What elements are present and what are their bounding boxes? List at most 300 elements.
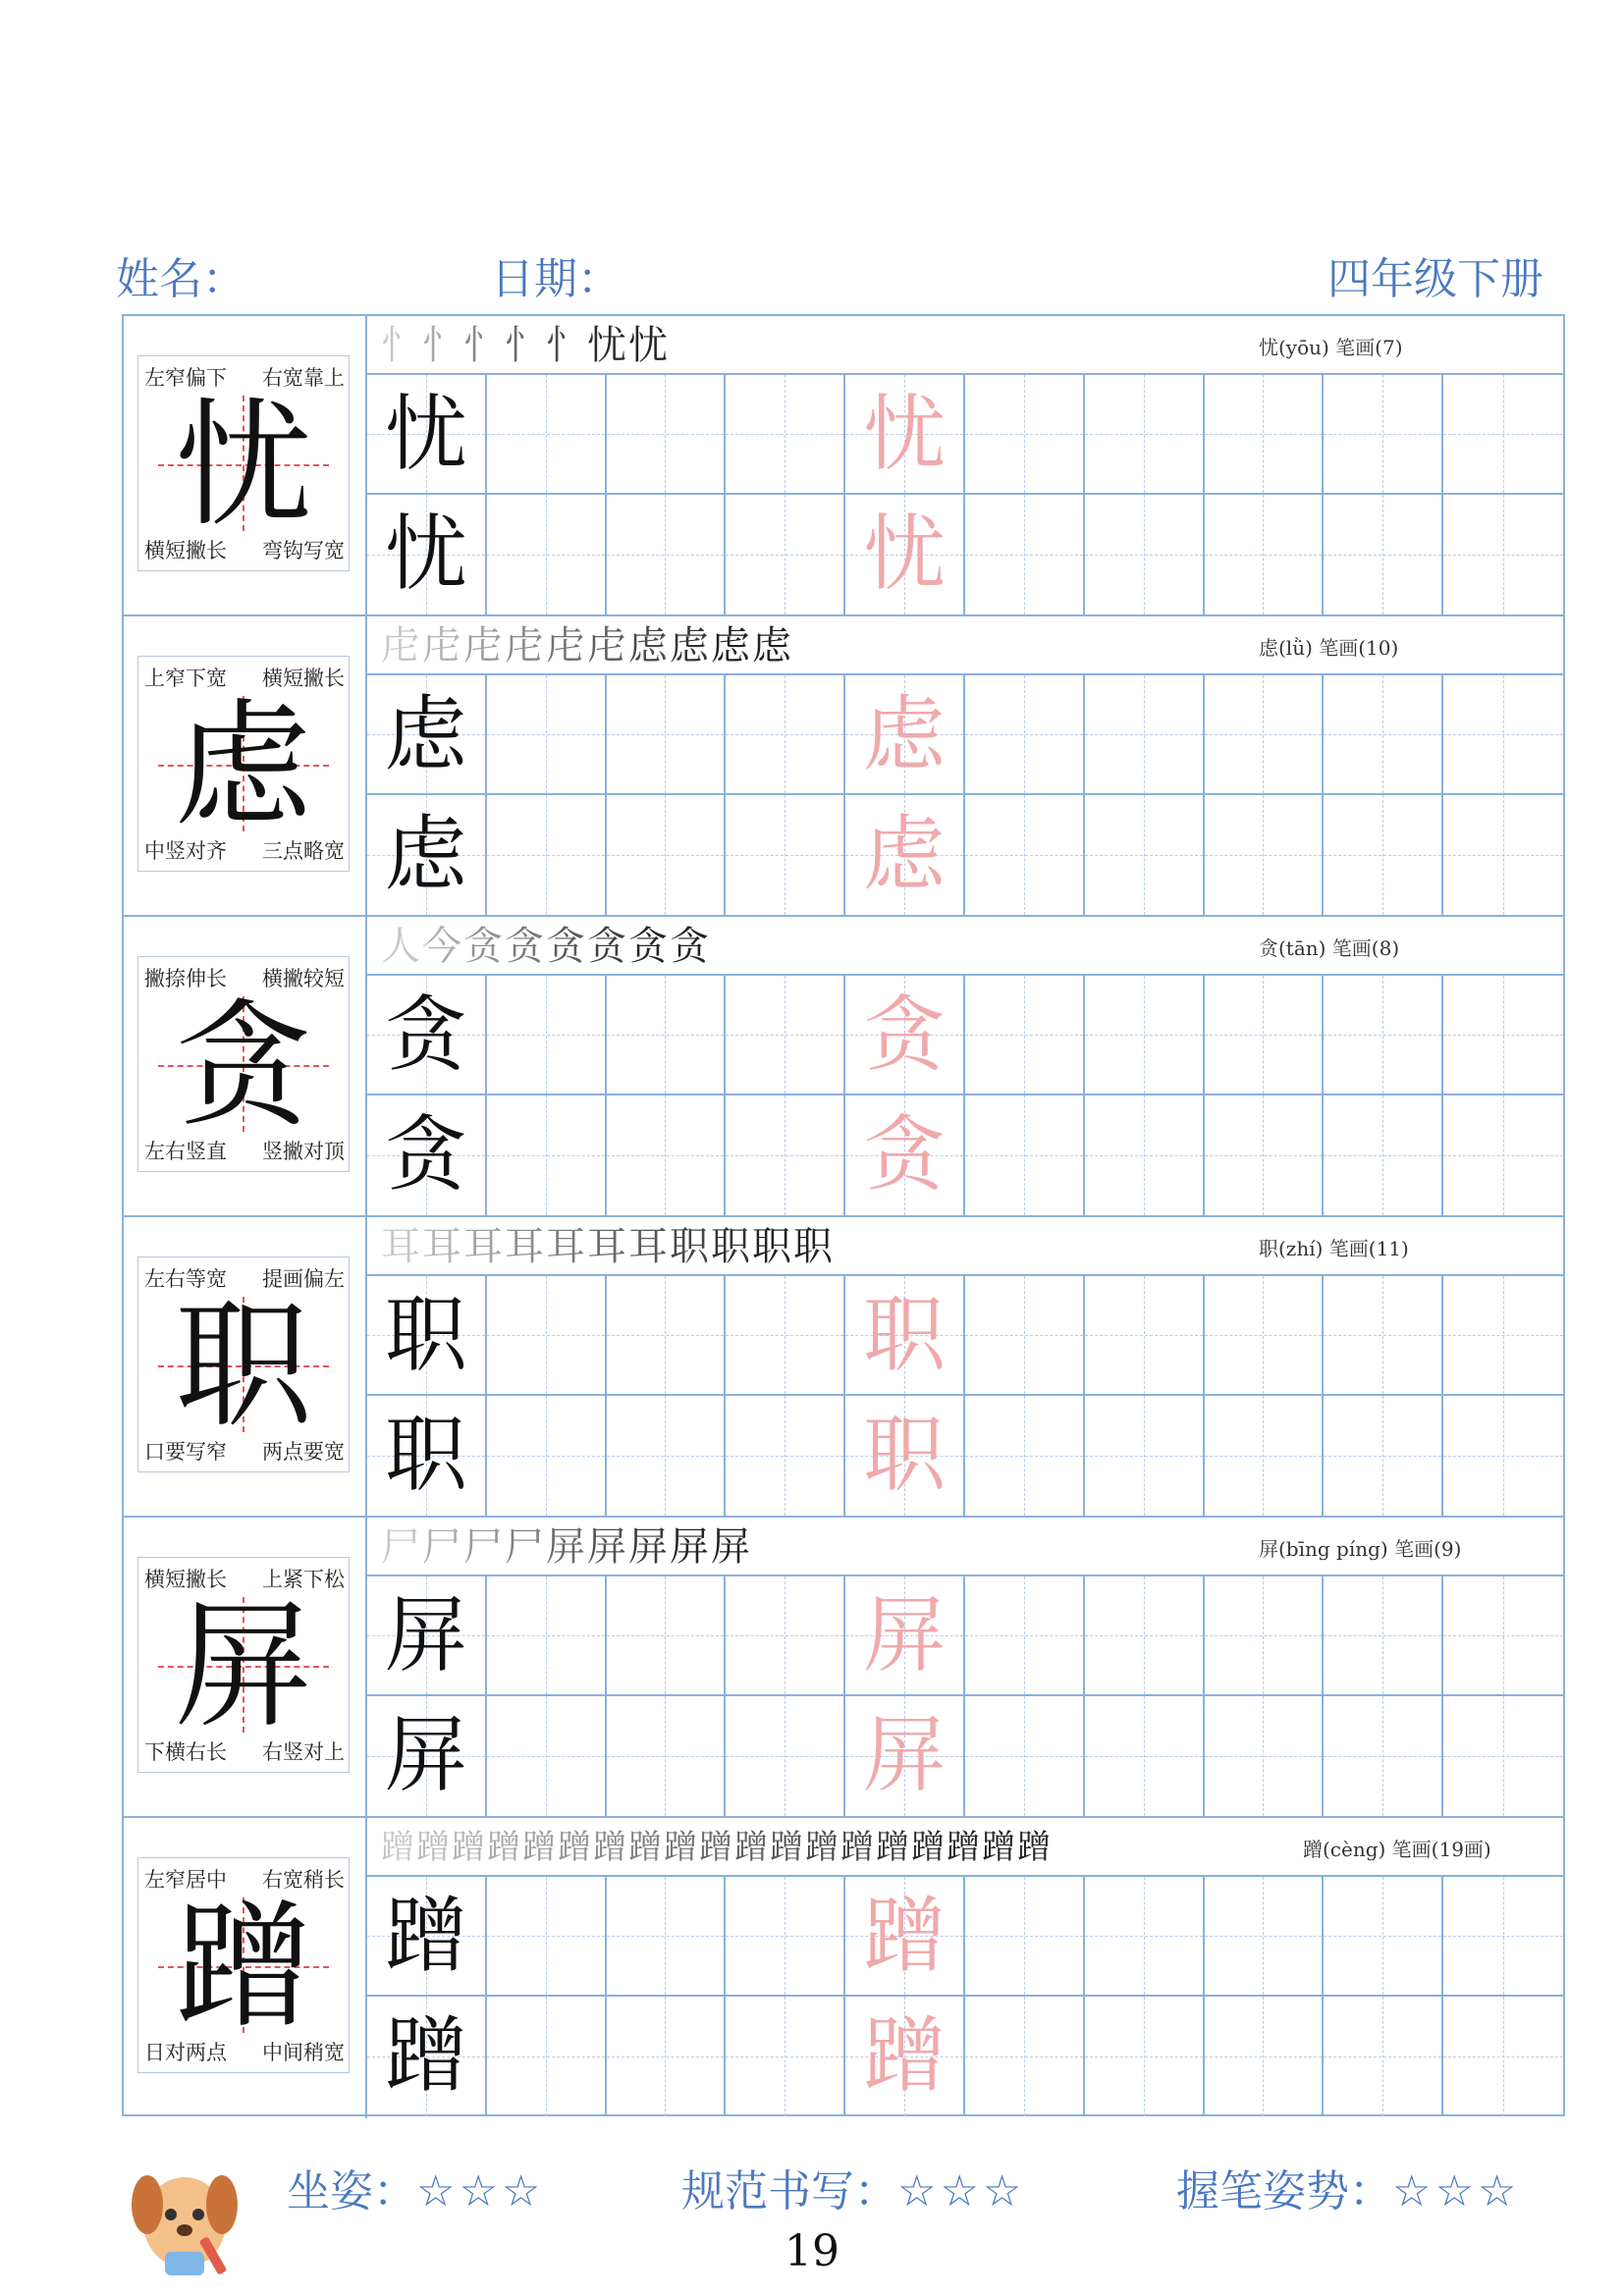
practice-cell[interactable] — [1324, 795, 1443, 915]
stroke-step: 贪 — [546, 924, 587, 969]
writing-tip: 日对两点 — [144, 2041, 227, 2064]
stroke-step: 虍 — [587, 623, 628, 668]
sample-character: 职 — [384, 1287, 467, 1383]
stroke-step: 忧 — [587, 323, 628, 368]
stroke-step: 蹭 — [452, 1828, 487, 1867]
stroke-step: 尸 — [463, 1524, 505, 1570]
stroke-step: 虑 — [752, 623, 793, 668]
practice-cell[interactable] — [607, 1276, 727, 1396]
practice-cell[interactable] — [487, 1095, 607, 1215]
sample-character: 贪 — [384, 987, 467, 1083]
trace-cell — [845, 795, 965, 915]
practice-cell[interactable] — [487, 1997, 607, 2116]
practice-cell[interactable] — [1085, 495, 1205, 614]
model-cell — [367, 976, 487, 1095]
writing-stars[interactable]: ☆☆☆ — [897, 2166, 1026, 2216]
practice-cell[interactable] — [1324, 1576, 1443, 1696]
model-cell — [367, 1576, 487, 1696]
practice-cell[interactable] — [965, 1396, 1085, 1516]
trace-character: 蹭 — [863, 2007, 947, 2104]
writing-tip: 横短撇长 — [262, 667, 345, 690]
trace-cell — [845, 1696, 965, 1816]
practice-cell[interactable] — [1085, 1877, 1205, 1997]
sample-character: 蹭 — [384, 2007, 467, 2104]
stroke-step: 蹭 — [487, 1828, 522, 1867]
practice-cell[interactable] — [1324, 495, 1443, 614]
practice-cell[interactable] — [487, 375, 607, 495]
character-info: 虑(lǜ) 笔画(10) — [1259, 636, 1399, 660]
stroke-step: 蹭 — [558, 1828, 593, 1867]
stroke-order-strip — [367, 1818, 1563, 1877]
writing-tip: 上紧下松 — [262, 1568, 345, 1591]
model-cell — [367, 795, 487, 915]
writing-tip: 右宽靠上 — [262, 366, 345, 390]
stroke-step: 耳 — [546, 1224, 587, 1269]
stroke-step: 耳 — [587, 1224, 628, 1269]
practice-cell[interactable] — [1205, 1095, 1325, 1215]
sample-character: 虑 — [384, 806, 467, 902]
writing-tip: 提画偏左 — [262, 1267, 345, 1291]
stroke-step: 忄 — [546, 323, 587, 368]
stroke-step: 尸 — [422, 1524, 463, 1570]
practice-cell[interactable] — [1443, 795, 1563, 915]
writing-label: 规范书写： — [681, 2166, 897, 2216]
stroke-order-strip — [367, 1217, 1563, 1276]
model-panel — [124, 917, 367, 1215]
practice-cell[interactable] — [965, 1276, 1085, 1396]
model-panel — [124, 1217, 367, 1516]
stroke-order-strip — [367, 917, 1563, 976]
stroke-step: 贪 — [628, 924, 670, 969]
stroke-step: 屏 — [587, 1524, 628, 1570]
model-character: 职 — [174, 1287, 312, 1447]
practice-cell[interactable] — [607, 1396, 727, 1516]
practice-cell[interactable] — [1324, 675, 1443, 795]
stroke-order-strip — [367, 1518, 1563, 1576]
model-card — [137, 1857, 350, 2073]
date-label: 日期： — [491, 254, 621, 304]
trace-character: 屏 — [863, 1707, 947, 1803]
trace-cell — [845, 1095, 965, 1215]
stroke-step: 蹭 — [947, 1828, 982, 1867]
practice-cell[interactable] — [1205, 1276, 1325, 1396]
stroke-step: 蹭 — [664, 1828, 699, 1867]
stroke-step: 屏 — [670, 1524, 711, 1570]
practice-cell[interactable] — [1085, 1396, 1205, 1516]
sample-character: 屏 — [384, 1587, 467, 1683]
character-info: 贪(tān) 笔画(8) — [1259, 936, 1400, 960]
model-panel — [124, 316, 367, 614]
trace-character: 贪 — [863, 987, 947, 1083]
character-row — [124, 917, 1563, 1217]
stroke-step: 耳 — [628, 1224, 670, 1269]
posture-stars[interactable]: ☆☆☆ — [416, 2166, 545, 2216]
stroke-step: 耳 — [505, 1224, 546, 1269]
practice-cell[interactable] — [726, 495, 845, 614]
character-row — [124, 1518, 1563, 1818]
model-panel — [124, 1518, 367, 1816]
tianzige-grid — [367, 1576, 1563, 1816]
practice-cell[interactable] — [965, 1696, 1085, 1816]
character-row — [124, 1217, 1563, 1518]
model-cell — [367, 1396, 487, 1516]
practice-cell[interactable] — [487, 976, 607, 1095]
practice-cell[interactable] — [1443, 1877, 1563, 1997]
stroke-step: 贪 — [670, 924, 711, 969]
writing-tip: 横短撇长 — [144, 539, 227, 562]
writing-tip: 弯钩写宽 — [262, 539, 345, 562]
practice-cell[interactable] — [1205, 375, 1325, 495]
practice-cell[interactable] — [726, 375, 845, 495]
stroke-step: 忄 — [422, 323, 463, 368]
stroke-sequence — [381, 921, 711, 972]
practice-cell[interactable] — [1085, 1276, 1205, 1396]
writing-rating — [681, 2156, 1025, 2218]
trace-character: 屏 — [863, 1587, 947, 1683]
practice-cell[interactable] — [965, 495, 1085, 614]
trace-cell — [845, 1877, 965, 1997]
stroke-order-strip — [367, 316, 1563, 375]
practice-cell[interactable] — [726, 1276, 845, 1396]
tianzige-grid — [367, 1276, 1563, 1516]
model-panel — [124, 616, 367, 915]
writing-tip: 撇捺伸长 — [144, 967, 227, 990]
stroke-sequence — [381, 1221, 835, 1272]
model-card — [137, 956, 350, 1172]
stroke-step: 蹭 — [1017, 1828, 1053, 1867]
model-card — [137, 1557, 350, 1773]
stroke-step: 贪 — [463, 924, 505, 969]
grip-stars[interactable]: ☆☆☆ — [1392, 2166, 1521, 2216]
trace-cell — [845, 1576, 965, 1696]
practice-cell[interactable] — [1324, 1095, 1443, 1215]
stroke-step: 忧 — [628, 323, 670, 368]
practice-cell[interactable] — [1085, 795, 1205, 915]
stroke-step: 虑 — [628, 623, 670, 668]
model-cell — [367, 495, 487, 614]
practice-cell[interactable] — [1205, 795, 1325, 915]
tianzige-grid — [367, 375, 1563, 614]
sample-character: 职 — [384, 1407, 467, 1503]
practice-cell[interactable] — [726, 795, 845, 915]
stroke-step: 蹭 — [805, 1828, 840, 1867]
model-character: 屏 — [174, 1587, 312, 1747]
model-card — [137, 656, 350, 872]
practice-cell[interactable] — [1324, 1696, 1443, 1816]
grip-label: 握笔姿势： — [1176, 2166, 1392, 2216]
practice-area — [367, 1818, 1563, 2118]
practice-cell[interactable] — [965, 976, 1085, 1095]
practice-cell[interactable] — [607, 1877, 727, 1997]
stroke-order-strip — [367, 616, 1563, 675]
practice-cell[interactable] — [1205, 1997, 1325, 2116]
model-cell — [367, 1276, 487, 1396]
model-character: 贪 — [174, 987, 312, 1147]
stroke-step: 尸 — [505, 1524, 546, 1570]
trace-cell — [845, 1997, 965, 2116]
writing-tip: 中竖对齐 — [144, 839, 227, 863]
trace-cell — [845, 375, 965, 495]
tianzige-grid — [367, 976, 1563, 1215]
practice-cell[interactable] — [1324, 1997, 1443, 2116]
stroke-step: 耳 — [422, 1224, 463, 1269]
practice-cell[interactable] — [1443, 1276, 1563, 1396]
sample-character: 忧 — [384, 386, 467, 482]
model-character: 蹭 — [174, 1888, 312, 2048]
trace-cell — [845, 495, 965, 614]
stroke-step: 蹭 — [593, 1828, 628, 1867]
practice-cell[interactable] — [487, 495, 607, 614]
practice-cell[interactable] — [607, 1696, 727, 1816]
practice-cell[interactable] — [1085, 675, 1205, 795]
stroke-step: 职 — [752, 1224, 793, 1269]
stroke-step: 蹭 — [734, 1828, 770, 1867]
character-info: 屏(bīng píng) 笔画(9) — [1259, 1537, 1462, 1561]
practice-cell[interactable] — [1324, 976, 1443, 1095]
model-cell — [367, 1696, 487, 1816]
practice-cell[interactable] — [965, 1576, 1085, 1696]
grade-label: 四年级下册 — [1327, 254, 1543, 304]
character-row — [124, 616, 1563, 917]
character-info: 职(zhí) 笔画(11) — [1259, 1237, 1409, 1260]
stroke-step: 虍 — [463, 623, 505, 668]
practice-cell[interactable] — [1443, 675, 1563, 795]
practice-cell[interactable] — [1085, 1576, 1205, 1696]
model-card — [137, 355, 350, 571]
stroke-step: 虍 — [422, 623, 463, 668]
practice-cell[interactable] — [1443, 1696, 1563, 1816]
model-cell — [367, 1095, 487, 1215]
writing-tip: 中间稍宽 — [262, 2041, 345, 2064]
practice-cell[interactable] — [607, 1576, 727, 1696]
stroke-step: 蹭 — [416, 1828, 452, 1867]
practice-cell[interactable] — [726, 976, 845, 1095]
model-cell — [367, 1997, 487, 2116]
practice-cell[interactable] — [607, 1095, 727, 1215]
writing-tip: 右竖对上 — [262, 1740, 345, 1764]
practice-cell[interactable] — [1205, 495, 1325, 614]
practice-cell[interactable] — [487, 1696, 607, 1816]
trace-cell — [845, 976, 965, 1095]
practice-cell[interactable] — [1085, 1997, 1205, 2116]
model-character: 忧 — [174, 386, 312, 546]
character-row — [124, 1818, 1563, 2118]
practice-cell[interactable] — [607, 976, 727, 1095]
practice-cell[interactable] — [1324, 1877, 1443, 1997]
stroke-sequence — [381, 320, 670, 371]
practice-cell[interactable] — [726, 1877, 845, 1997]
trace-character: 忧 — [863, 386, 947, 482]
practice-cell[interactable] — [726, 1997, 845, 2116]
writing-tip: 横短撇长 — [144, 1568, 227, 1591]
tianzige-grid — [367, 675, 1563, 915]
stroke-step: 蹭 — [699, 1828, 734, 1867]
sample-character: 蹭 — [384, 1888, 467, 1984]
trace-character: 虑 — [863, 686, 947, 782]
stroke-step: 蹭 — [840, 1828, 876, 1867]
stroke-step: 尸 — [381, 1524, 422, 1570]
sample-character: 贪 — [384, 1106, 467, 1202]
practice-area — [367, 1518, 1563, 1816]
character-row — [124, 316, 1563, 616]
stroke-step: 贪 — [587, 924, 628, 969]
name-label: 姓名： — [116, 254, 245, 304]
writing-tip: 左窄居中 — [144, 1868, 227, 1892]
practice-cell[interactable] — [1443, 976, 1563, 1095]
stroke-step: 蹭 — [982, 1828, 1017, 1867]
practice-cell[interactable] — [607, 375, 727, 495]
stroke-step: 人 — [381, 924, 422, 969]
practice-cell[interactable] — [1443, 1997, 1563, 2116]
practice-cell[interactable] — [1085, 1095, 1205, 1215]
model-cell — [367, 375, 487, 495]
practice-cell[interactable] — [487, 1576, 607, 1696]
practice-cell[interactable] — [1443, 1576, 1563, 1696]
practice-cell[interactable] — [1443, 375, 1563, 495]
writing-tip: 左右竖直 — [144, 1140, 227, 1163]
writing-tip: 两点要宽 — [262, 1440, 345, 1464]
practice-cell[interactable] — [1205, 1877, 1325, 1997]
sample-character: 屏 — [384, 1707, 467, 1803]
stroke-sequence — [381, 1522, 752, 1573]
stroke-step: 虍 — [381, 623, 422, 668]
trace-cell — [845, 1276, 965, 1396]
practice-cell[interactable] — [487, 1877, 607, 1997]
trace-cell — [845, 675, 965, 795]
writing-tip: 三点略宽 — [262, 839, 345, 863]
practice-area — [367, 1217, 1563, 1516]
practice-cell[interactable] — [1205, 1396, 1325, 1516]
practice-cell[interactable] — [1324, 1276, 1443, 1396]
trace-character: 职 — [863, 1287, 947, 1383]
stroke-step: 忄 — [505, 323, 546, 368]
practice-cell[interactable] — [487, 795, 607, 915]
practice-cell[interactable] — [1443, 1095, 1563, 1215]
writing-tip: 左右等宽 — [144, 1267, 227, 1291]
practice-cell[interactable] — [965, 1997, 1085, 2116]
stroke-step: 蹭 — [381, 1828, 416, 1867]
character-info: 蹭(cèng) 笔画(19画) — [1303, 1838, 1491, 1861]
practice-cell[interactable] — [1324, 1396, 1443, 1516]
writing-tip: 右宽稍长 — [262, 1868, 345, 1892]
stroke-sequence — [381, 1822, 1053, 1873]
stroke-step: 蹭 — [876, 1828, 911, 1867]
model-panel — [124, 1818, 367, 2118]
practice-area — [367, 616, 1563, 915]
stroke-step: 蹭 — [770, 1828, 805, 1867]
practice-cell[interactable] — [726, 1576, 845, 1696]
practice-cell[interactable] — [1085, 1696, 1205, 1816]
posture-label: 坐姿： — [287, 2166, 416, 2216]
trace-character: 蹭 — [863, 1888, 947, 1984]
practice-cell[interactable] — [487, 1396, 607, 1516]
trace-character: 职 — [863, 1407, 947, 1503]
stroke-step: 忄 — [463, 323, 505, 368]
model-card — [137, 1256, 350, 1472]
stroke-step: 职 — [670, 1224, 711, 1269]
practice-cell[interactable] — [1205, 976, 1325, 1095]
practice-sheet — [122, 314, 1565, 2116]
trace-character: 忧 — [863, 506, 947, 602]
practice-cell[interactable] — [607, 495, 727, 614]
writing-tip: 左窄偏下 — [144, 366, 227, 390]
stroke-step: 虍 — [505, 623, 546, 668]
practice-cell[interactable] — [1443, 1396, 1563, 1516]
stroke-step: 蹭 — [628, 1828, 664, 1867]
sample-character: 忧 — [384, 506, 467, 602]
trace-character: 虑 — [863, 806, 947, 902]
stroke-step: 虑 — [670, 623, 711, 668]
tianzige-grid — [367, 1877, 1563, 2116]
writing-tip: 口要写窄 — [144, 1440, 227, 1464]
grip-rating — [1176, 2156, 1520, 2218]
practice-cell[interactable] — [965, 1877, 1085, 1997]
page-number: 19 — [785, 2226, 839, 2276]
model-cell — [367, 675, 487, 795]
practice-cell[interactable] — [1205, 1576, 1325, 1696]
practice-cell[interactable] — [1205, 675, 1325, 795]
practice-cell[interactable] — [726, 675, 845, 795]
character-info: 忧(yōu) 笔画(7) — [1259, 336, 1403, 359]
practice-cell[interactable] — [965, 375, 1085, 495]
stroke-step: 蹭 — [911, 1828, 947, 1867]
stroke-step: 蹭 — [522, 1828, 558, 1867]
practice-cell[interactable] — [1085, 375, 1205, 495]
practice-cell[interactable] — [1205, 1696, 1325, 1816]
practice-area — [367, 316, 1563, 614]
practice-cell[interactable] — [487, 1276, 607, 1396]
stroke-step: 耳 — [381, 1224, 422, 1269]
writing-tip: 横撇较短 — [262, 967, 345, 990]
trace-character: 贪 — [863, 1106, 947, 1202]
stroke-step: 职 — [793, 1224, 835, 1269]
practice-cell[interactable] — [726, 1095, 845, 1215]
stroke-step: 贪 — [505, 924, 546, 969]
practice-cell[interactable] — [965, 795, 1085, 915]
model-character: 虑 — [174, 686, 312, 846]
stroke-sequence — [381, 620, 793, 671]
stroke-step: 屏 — [628, 1524, 670, 1570]
stroke-step: 耳 — [463, 1224, 505, 1269]
practice-cell[interactable] — [965, 675, 1085, 795]
stroke-step: 今 — [422, 924, 463, 969]
practice-cell[interactable] — [965, 1095, 1085, 1215]
posture-rating — [287, 2156, 544, 2218]
writing-tip: 下横右长 — [144, 1740, 227, 1764]
practice-cell[interactable] — [726, 1696, 845, 1816]
practice-cell[interactable] — [607, 1997, 727, 2116]
stroke-step: 职 — [711, 1224, 752, 1269]
model-cell — [367, 1877, 487, 1997]
practice-area — [367, 917, 1563, 1215]
practice-cell[interactable] — [487, 675, 607, 795]
writing-tip: 竖撇对顶 — [262, 1140, 345, 1163]
practice-cell[interactable] — [607, 795, 727, 915]
trace-cell — [845, 1396, 965, 1516]
practice-cell[interactable] — [1443, 495, 1563, 614]
writing-tip: 上窄下宽 — [144, 667, 227, 690]
stroke-step: 虍 — [546, 623, 587, 668]
practice-cell[interactable] — [1324, 375, 1443, 495]
stroke-step: 屏 — [711, 1524, 752, 1570]
practice-cell[interactable] — [607, 675, 727, 795]
practice-cell[interactable] — [726, 1396, 845, 1516]
sample-character: 虑 — [384, 686, 467, 782]
stroke-step: 忄 — [381, 323, 422, 368]
stroke-step: 虑 — [711, 623, 752, 668]
practice-cell[interactable] — [1085, 976, 1205, 1095]
stroke-step: 屏 — [546, 1524, 587, 1570]
